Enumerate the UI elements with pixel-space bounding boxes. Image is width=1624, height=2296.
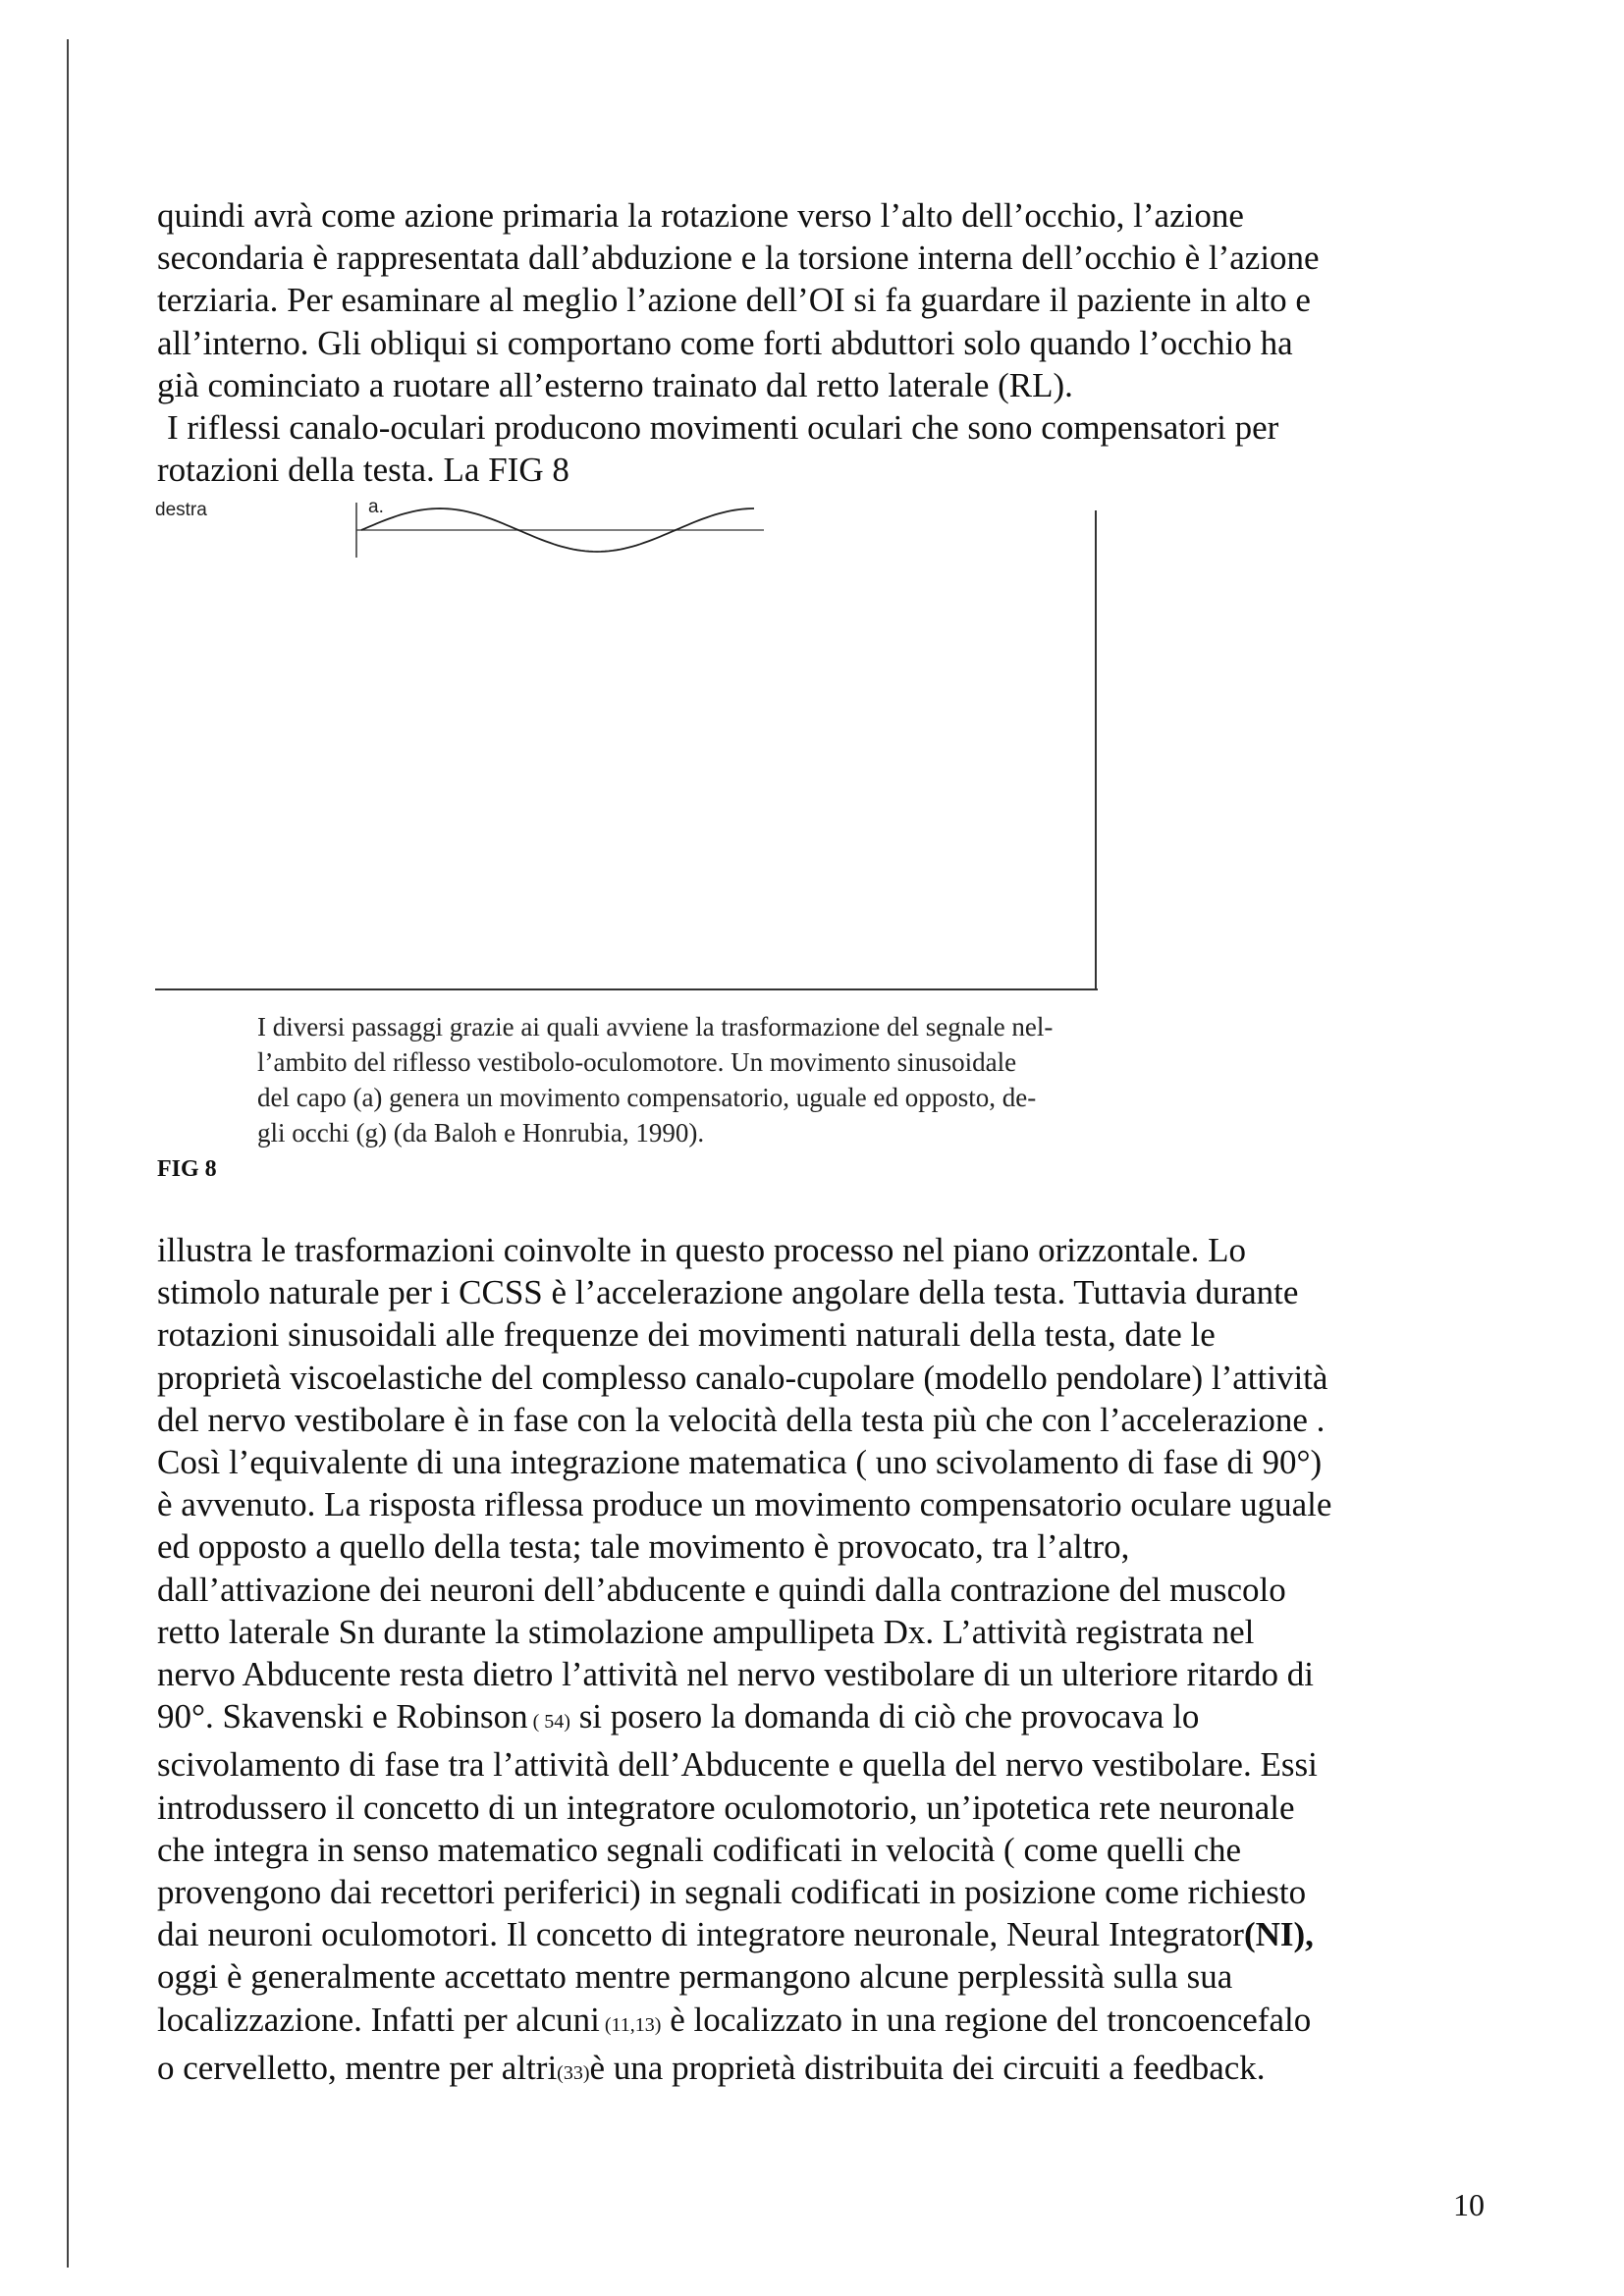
caption-line: del capo (a) genera un movimento compensatorio, uguale ed opposto, de- (257, 1083, 1037, 1112)
text-line: quindi avrà come azione primaria la rotazione verso l’alto dell’occhio, l’azione (157, 196, 1244, 235)
text-line: oggi è generalmente accettato mentre permangono alcune perplessità sulla sua (157, 1957, 1233, 1997)
text-line: all’interno. Gli obliqui si comportano come forti abduttori solo quando l’occhio ha (157, 323, 1293, 362)
figure-tag: FIG 8 (157, 1156, 217, 1182)
text-line: rotazioni della testa. La FIG 8 (157, 451, 569, 490)
text-line (157, 1999, 1492, 2047)
text-line: dall’attivazione dei neuroni dell’abducente e quindi dalla contrazione del muscolo (157, 1570, 1286, 1609)
text-line: ed opposto a quello della testa; tale movimento è provocato, tra l’altro, (157, 1527, 1130, 1567)
text-line: provengono dai recettori periferici) in segnali codificati in posizione come richiesto (157, 1873, 1307, 1912)
text-line: che integra in senso matematico segnali codificati in velocità ( come quelli che (157, 1830, 1242, 1869)
waveform-plot (155, 501, 1127, 1001)
text-line: è avvenuto. La risposta riflessa produce un movimento compensatorio oculare uguale (157, 1485, 1332, 1524)
text-line: illustra le trasformazioni coinvolte in questo processo nel piano orizzontale. Lo (157, 1231, 1246, 1269)
citation-ref: (11,13) (599, 2013, 662, 2036)
text-run: si posero la domanda di ciò che provocava lo (569, 1697, 1200, 1736)
text-line: terziaria. Per esaminare al meglio l’azione dell’OI si fa guardare il paziente in alto e (157, 281, 1311, 320)
citation-ref: ( 54) (527, 1711, 570, 1734)
text-run: o cervelletto, mentre per altri (157, 2048, 558, 2087)
text-line: proprietà viscoelastiche del complesso canalo-cupolare (modello pendolare) l’attività (157, 1358, 1328, 1397)
caption-line: I diversi passaggi grazie ai quali avviene la trasformazione del segnale nel- (257, 1012, 1054, 1041)
caption-line: l’ambito del riflesso vestibolo-oculomotore. Un movimento sinusoidale (257, 1047, 1017, 1077)
text-run: dai neuroni oculomotori. Il concetto di integratore neuronale, Neural Integrator (157, 1915, 1244, 1954)
text-line: retto laterale Sn durante la stimolazione ampullipeta Dx. L’attività registrata nel (157, 1612, 1255, 1651)
text-line (157, 1695, 1492, 1743)
text-line: del nervo vestibolare è in fase con la velocità della testa più che con l’accelerazione . (157, 1400, 1326, 1439)
text-run: localizzazione. Infatti per alcuni (157, 2000, 600, 2039)
acronym-bold: (NI), (1243, 1915, 1314, 1954)
text-line: stimolo naturale per i CCSS è l’accelerazione angolare della testa. Tuttavia durante (157, 1273, 1299, 1312)
text-run: è una proprietà distribuita dei circuiti a feedback. (589, 2048, 1266, 2087)
text-line: Così l’equivalente di una integrazione matematica ( uno scivolamento di fase di 90°) (157, 1443, 1323, 1482)
text-line: scivolamento di fase tra l’attività dell’Abducente e quella del nervo vestibolare. Essi (157, 1745, 1318, 1785)
figure-caption (257, 1009, 1141, 1150)
trace-left-label: destra (155, 500, 207, 520)
text-line (157, 2047, 1492, 2095)
text-line: nervo Abducente resta dietro l’attività nel nervo vestibolare di un ulteriore ritardo di (157, 1655, 1314, 1694)
text-run: è localizzato in una regione del troncoencefalo (661, 2000, 1312, 2039)
trace-letter: a. (368, 497, 384, 517)
caption-line: gli occhi (g) (da Baloh e Honrubia, 1990). (257, 1118, 705, 1148)
paragraph-top (157, 194, 1492, 491)
text-line: secondaria è rappresentata dall’abduzione e la torsione interna dell’occhio è l’azione (157, 239, 1320, 278)
paragraph-bottom (157, 1229, 1492, 2095)
text-line: rotazioni sinusoidali alle frequenze dei movimenti naturali della testa, date le (157, 1315, 1216, 1355)
text-line: già cominciato a ruotare all’esterno trainato dal retto laterale (RL). (157, 365, 1073, 404)
margin-rule (67, 39, 69, 2268)
text-run: 90°. Skavenski e Robinson (157, 1697, 528, 1736)
page-number: 10 (1453, 2187, 1485, 2222)
text-line: I riflessi canalo-oculari producono movimenti oculari che sono compensatori per (167, 408, 1279, 448)
text-line: introdussero il concetto di un integratore oculomotorio, un’ipotetica rete neuronale (157, 1788, 1295, 1827)
figure-vor-diagram (155, 497, 1127, 1001)
text-line (157, 1913, 1492, 1955)
citation-ref: (33) (557, 2061, 590, 2084)
